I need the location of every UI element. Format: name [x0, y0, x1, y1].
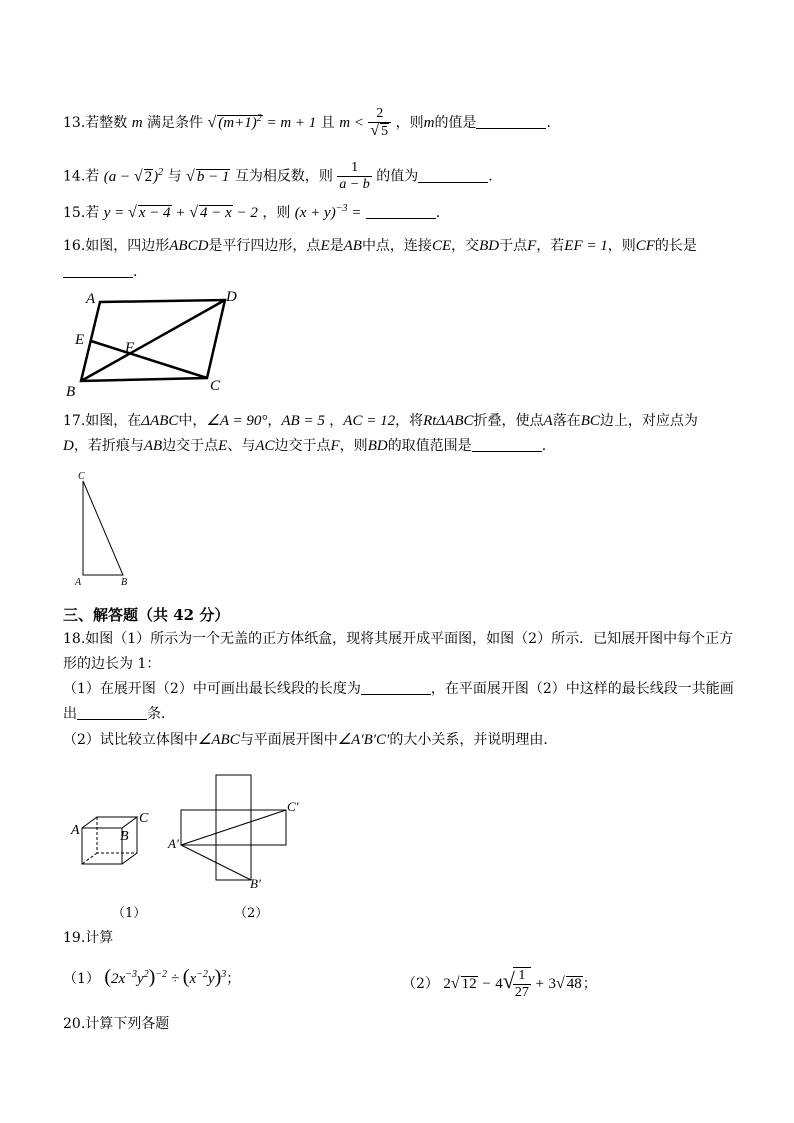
net-square-top	[216, 775, 251, 810]
answer-blank-17[interactable]	[472, 437, 542, 452]
label-B: B	[120, 829, 129, 844]
label-C: C	[78, 471, 85, 482]
fraction-2-sqrt5: $\frac{2}{√ 5}$	[368, 106, 391, 140]
answer-blank-13[interactable]	[476, 114, 546, 129]
label-C: C	[139, 811, 149, 826]
open-cube-figure	[65, 800, 160, 875]
question-16: 16.如图，四边形ABCD是平行四边形，点E是AB中点，连接CE，交BD于点F，若EF = 1，则CF的长是	[63, 238, 697, 254]
question-13: 13.若整数 m 满足条件 √ $(m+1)^2 = m + 1$ 且 m < $\frac{2}{√ 5}$ ，则m的值是 .	[63, 106, 551, 139]
sqrt-expression: √ $(m+1)^2 = m + 1$	[207, 113, 317, 131]
question-18: 18.如图（1）所示为一个无盖的正方体纸盒，现将其展开成平面图，如图（2）所示．已知展开图中每个正方	[63, 631, 734, 647]
triangle-abc	[83, 481, 123, 575]
label-B-prime: B′	[250, 876, 261, 890]
label-C: C	[210, 378, 221, 394]
answer-blank-18-2[interactable]	[77, 705, 147, 720]
section-heading: 三、解答题（共 42 分）	[63, 606, 230, 624]
answer-blank-18-1[interactable]	[361, 680, 431, 695]
label-D: D	[226, 289, 237, 305]
question-20-title: 20.计算下列各题	[63, 1016, 170, 1032]
question-17: 17.如图，在ΔABC中，∠A = 90°，AB = 5 ，AC = 12，将RtΔABC折叠，使点A落在BC边上，对应点为	[63, 413, 698, 429]
net-square-right	[251, 810, 286, 845]
right-triangle-figure	[70, 468, 140, 590]
label-E: E	[75, 332, 85, 348]
question-19-part1: （1） $(2x^{-3}y^2)^{-2} \div (x^{-2}y)^3$；	[63, 966, 241, 988]
question-14: 14.若 (a − √ 2)$^2$ 与 √ b − 1 互为相反数，则 $\frac{1}{a - b}$ 的值为 .	[63, 160, 493, 192]
label-A-prime: A′	[168, 836, 179, 851]
label-B: B	[121, 577, 128, 588]
cube-front-face	[82, 828, 122, 864]
parallelogram-figure	[60, 285, 260, 400]
segment-ce	[91, 341, 207, 378]
question-18-part1: （1）在展开图（2）中可画出最长线段的长度为 ，在平面展开图（2）中这样的最长线段一共能画	[63, 681, 734, 697]
label-A: A	[71, 823, 80, 838]
question-18-part2: （2）试比较立体图中∠ABC与平面展开图中∠A′B′C′的大小关系，并说明理由．	[63, 732, 558, 748]
question-18-part1-line2: 出 条．	[63, 706, 175, 722]
question-15: 15.若 y = √ x − 4 + √ 4 − x − 2 ，则 $(x + y)^{-3}$ = .	[63, 203, 441, 221]
segment-a-c	[181, 810, 286, 845]
question-17-line2: D，若折痕与AB边交于点E、与AC边交于点F，则BD的取值范围是 .	[63, 438, 547, 454]
question-19-part2: （2） 2√ 12 − 4√ $\frac{1}{27}$ + 3√ 48；	[402, 968, 597, 1000]
question-19-title: 19.计算	[63, 930, 114, 946]
caption-figure-1: （1）	[112, 906, 147, 921]
label-A: A	[86, 291, 96, 307]
question-18-line2: 形的边长为 1：	[63, 656, 161, 672]
answer-blank-14[interactable]	[418, 168, 488, 183]
net-square-bottom	[216, 845, 251, 880]
caption-figure-2: （2）	[234, 906, 269, 921]
answer-blank-15[interactable]	[366, 204, 436, 219]
label-C-prime: C′	[287, 799, 299, 814]
label-A: A	[75, 577, 82, 588]
label-B: B	[66, 384, 76, 400]
answer-blank-16[interactable]	[63, 263, 133, 278]
diagonal-bd	[81, 300, 225, 381]
cube-net-figure	[165, 770, 315, 890]
question-16-blank-line: .	[63, 262, 754, 282]
label-F: F	[125, 340, 135, 356]
fraction-1-over-a-minus-b: $\frac{1}{a - b}$	[339, 160, 370, 192]
net-square-left	[181, 810, 216, 845]
